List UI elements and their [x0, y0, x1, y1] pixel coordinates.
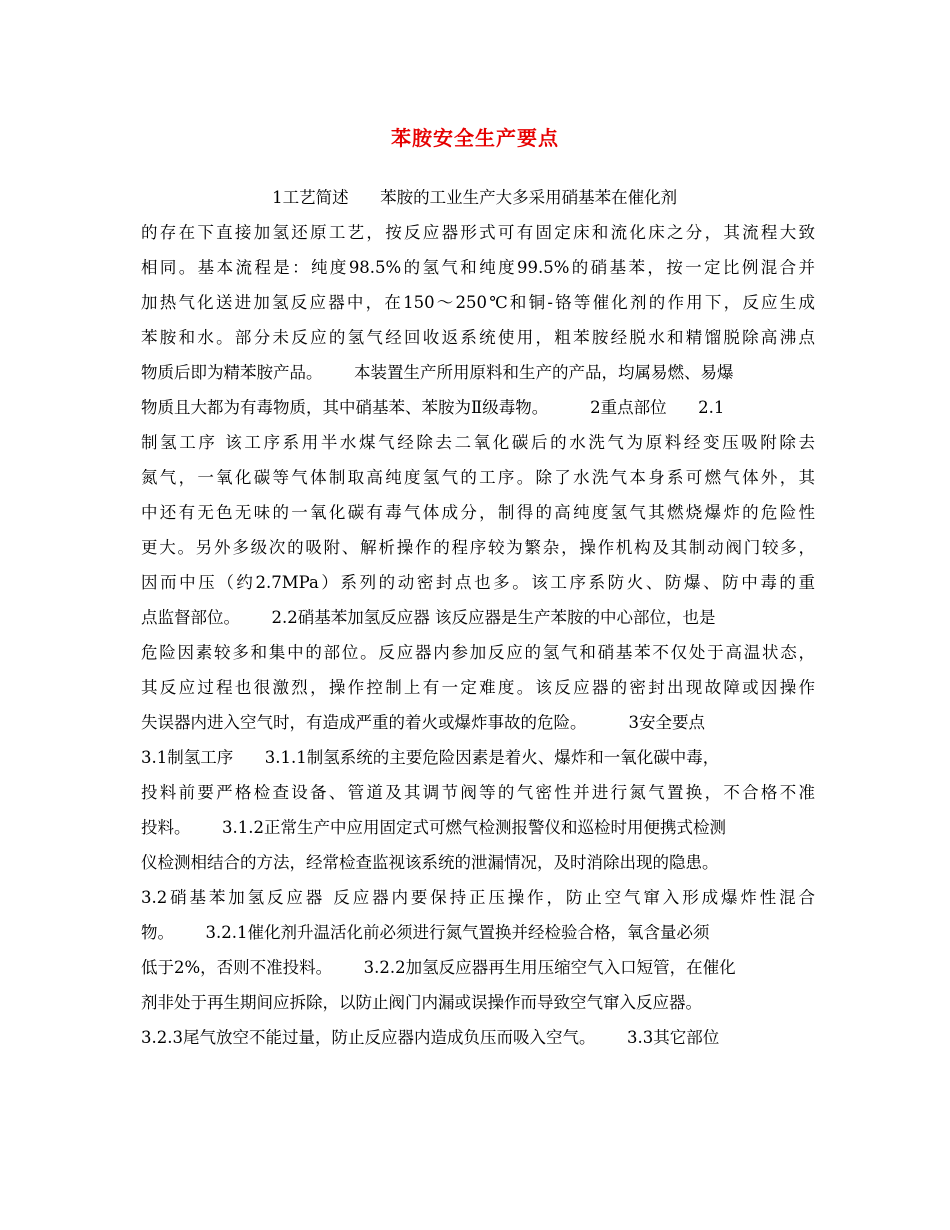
body-line: 危险因素较多和集中的部位。反应器内参加反应的氢气和硝基苯不仅处于高温状态，: [141, 643, 815, 662]
body-line: 苯胺和水。部分未反应的氢气经回收返系统使用，粗苯胺经脱水和精馏脱除高沸点: [141, 328, 815, 347]
body-line: 其反应过程也很激烈，操作控制上有一定难度。该反应器的密封出现故障或因操作: [141, 678, 815, 697]
body-line: 剂非处于再生期间应拆除，以防止阀门内漏或误操作而导致空气窜入反应器。: [141, 993, 702, 1012]
body-line: 1工艺简述 苯胺的工业生产大多采用硝基苯在催化剂: [141, 188, 678, 207]
body-line: 中还有无色无味的一氧化碳有毒气体成分，制得的高纯度氢气其燃烧爆炸的危险性: [141, 503, 815, 522]
body-line: 物质后即为精苯胺产品。 本装置生产所用原料和生产的产品，均属易燃、易爆: [141, 363, 734, 382]
body-line: 更大。另外多级次的吸附、解析操作的程序较为繁杂，操作机构及其制动阀门较多，: [141, 538, 815, 557]
body-line: 3.2.3尾气放空不能过量，防止反应器内造成负压而吸入空气。 3.3其它部位: [141, 1028, 720, 1047]
body-line: 因而中压（约2.7MPa）系列的动密封点也多。该工序系防火、防爆、防中毒的重: [141, 573, 815, 592]
body-line: 物质且大都为有毒物质，其中硝基苯、苯胺为Ⅱ级毒物。 2重点部位 2.1: [141, 398, 725, 417]
body-line: 点监督部位。 2.2硝基苯加氢反应器 该反应器是生产苯胺的中心部位，也是: [141, 608, 716, 627]
body-line: 投料。 3.1.2正常生产中应用固定式可燃气检测报警仪和巡检时用便携式检测: [141, 818, 726, 837]
body-line: 失误器内进入空气时，有造成严重的着火或爆炸事故的危险。 3安全要点: [141, 713, 705, 732]
body-line: 的存在下直接加氢还原工艺，按反应器形式可有固定床和流化床之分，其流程大致: [141, 223, 815, 242]
body-line: 3.2硝基苯加氢反应器 反应器内要保持正压操作，防止空气窜入形成爆炸性混合: [141, 888, 815, 907]
body-line: 低于2%，否则不准投料。 3.2.2加氢反应器再生用压缩空气入口短管，在催化: [141, 958, 736, 977]
body-line: 制氢工序 该工序系用半水煤气经除去二氧化碳后的水洗气为原料经变压吸附除去: [141, 433, 815, 452]
body-line: 投料前要严格检查设备、管道及其调节阀等的气密性并进行氮气置换，不合格不准: [141, 783, 815, 802]
document-title: 苯胺安全生产要点: [391, 126, 559, 150]
body-line: 加热气化送进加氢反应器中，在150～250℃和铜-铬等催化剂的作用下，反应生成: [141, 293, 815, 312]
body-line: 相同。基本流程是：纯度98.5%的氢气和纯度99.5%的硝基苯，按一定比例混合并: [141, 258, 815, 277]
body-line: 氮气，一氧化碳等气体制取高纯度氢气的工序。除了水洗气本身系可燃气体外，其: [141, 468, 815, 487]
document-body: [141, 180, 815, 1055]
body-line: 仪检测相结合的方法，经常检查监视该系统的泄漏情况，及时消除出现的隐患。: [141, 853, 719, 872]
body-line: 3.1制氢工序 3.1.1制氢系统的主要危险因素是着火、爆炸和一氧化碳中毒，: [141, 748, 720, 767]
body-line: 物。 3.2.1催化剂升温活化前必须进行氮气置换并经检验合格，氧含量必须: [141, 923, 710, 942]
